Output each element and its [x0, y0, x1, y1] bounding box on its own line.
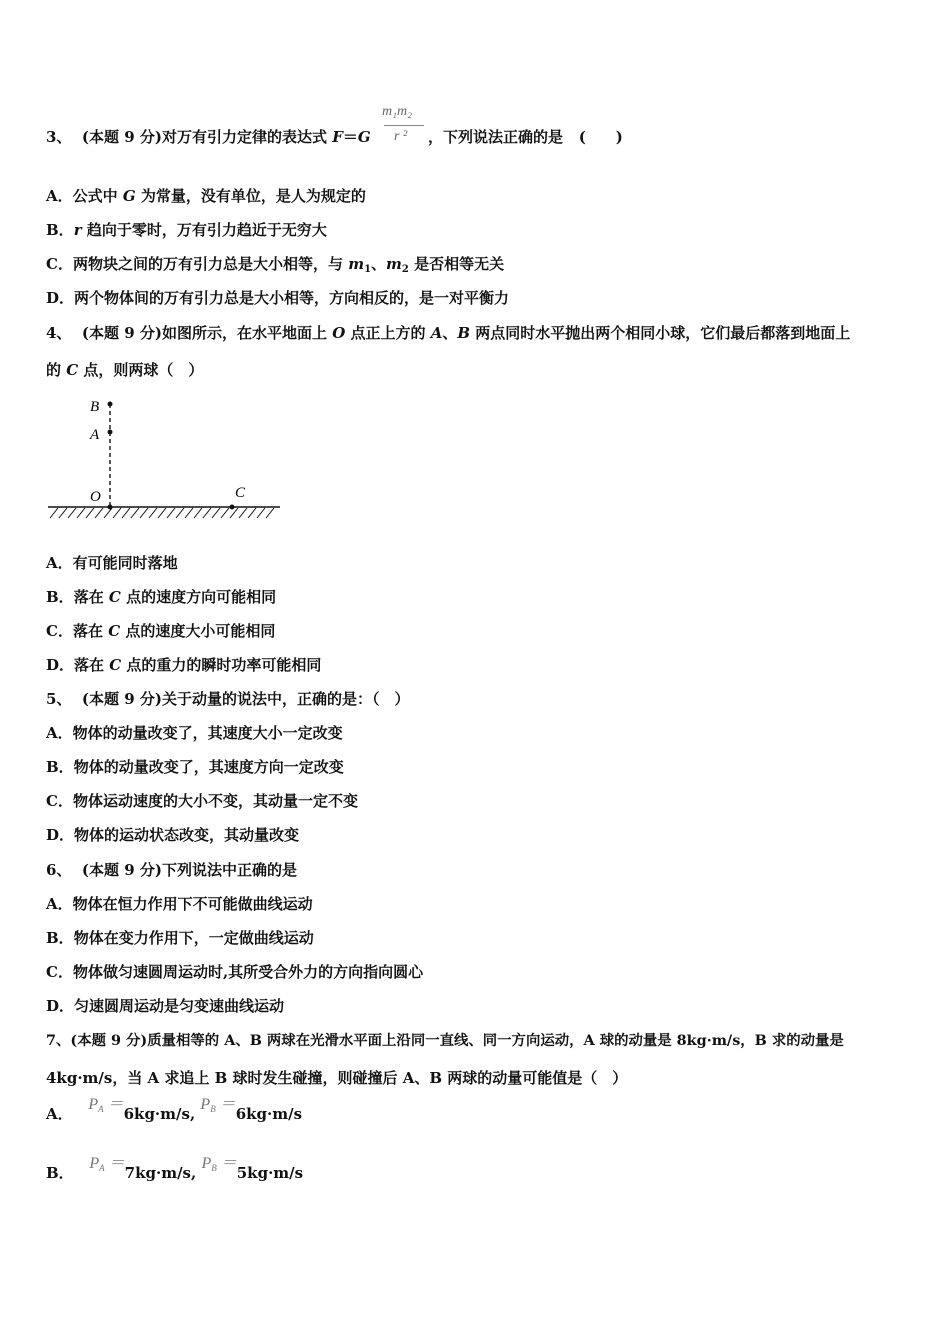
formula-F: F: [332, 128, 343, 146]
q3-stem-tail: [428, 127, 623, 147]
q4-stem-line1: 4、 (本题 9 分)如图所示，在水平地面上 O 点正上方的 A、B 两点同时水平抛出两个相同小球，它们最后都落到地面上: [46, 324, 851, 342]
q5-stem: 5、 (本题 9 分)关于动量的说法中，正确的是：（ ）: [46, 690, 410, 708]
momentum-symbol: $P_B$ ＝: [201, 1155, 237, 1173]
q6-stem: 6、 (本题 9 分)下列说法中正确的是: [46, 861, 297, 879]
q3-stem: [46, 127, 371, 147]
q3-text: (本题 9 分)对万有引力定律的表达式: [81, 128, 333, 146]
q3-tail: ，下列说法正确的是: [428, 128, 564, 146]
q4-option-d: D．落在 C 点的重力的瞬时功率可能相同: [46, 656, 322, 674]
projectile-figure: [44, 392, 284, 522]
q3-option-a: A．公式中 G 为常量，没有单位，是人为规定的: [46, 187, 366, 205]
ground-hatch: [50, 508, 274, 518]
q6-option-d: D．匀速圆周运动是匀变速曲线运动: [46, 997, 285, 1015]
q6-option-c: C．物体做匀速圆周运动时,其所受合外力的方向指向圆心: [46, 963, 424, 981]
formula-eq: ＝: [342, 128, 358, 146]
q5-number: 5、: [46, 690, 72, 708]
q7-option-b: B． $P_A =7kg\cdot m/s$, $P_B =5kg\cdot m/s$: [46, 1155, 304, 1182]
q3-option-b: B．r 趋向于零时，万有引力趋近于无穷大: [46, 221, 327, 239]
formula-G: G: [357, 128, 371, 146]
point-B: [108, 402, 113, 407]
q3-option-c: C．两物块之间的万有引力总是大小相等，与 $m_1$、$m_2$ 是否相等无关: [46, 255, 505, 275]
q4-option-a: A．有可能同时落地: [46, 554, 178, 572]
label-C: C: [235, 485, 246, 501]
label-A: A: [90, 427, 100, 443]
label-B: B: [90, 399, 100, 415]
q3-number: 3、: [46, 128, 72, 146]
q7-stem-line2: 4kg·m/s，当 A 求追上 B 球时发生碰撞，则碰撞后 A、B 两球的动量可能值是（ ）: [46, 1069, 628, 1087]
q6-option-b: B．物体在变力作用下，一定做曲线运动: [46, 929, 314, 947]
momentum-symbol: $P_A$ ＝: [88, 1096, 124, 1114]
q7-stem-line1: 7、(本题 9 分)质量相等的 A、B 两球在光滑水平面上沿同一直线、同一方向运动，A 球的动量是 8kg·m/s，B 求的动量是: [46, 1032, 844, 1049]
fraction-bar: [384, 125, 424, 126]
q5-option-b: B．物体的动量改变了，其速度方向一定改变: [46, 758, 344, 776]
q4-stem-line2: 的 C 点，则两球（ ）: [46, 361, 204, 379]
momentum-symbol: $P_A$ ＝: [89, 1155, 125, 1173]
q4-option-c: C．落在 C 点的速度大小可能相同: [46, 622, 276, 640]
momentum-symbol: $P_B$ ＝: [200, 1096, 236, 1114]
q7-option-a: A． $P_A =6kg\cdot m/s$, $P_B =6kg\cdot m/s$: [46, 1096, 303, 1123]
formula-denominator: r ²: [394, 129, 408, 144]
q5-option-c: C．物体运动速度的大小不变，其动量一定不变: [46, 792, 358, 810]
q5-option-a: A．物体的动量改变了，其速度大小一定改变: [46, 724, 343, 742]
q3-option-d: D．两个物体间的万有引力总是大小相等，方向相反的，是一对平衡力: [46, 289, 510, 307]
q5-option-d: D．物体的运动状态改变，其动量改变: [46, 826, 300, 844]
label-O: O: [90, 489, 101, 505]
q6-number: 6、: [46, 861, 72, 879]
point-A: [108, 430, 113, 435]
formula-numerator: m₁m₂: [382, 104, 412, 119]
q4-option-b: B．落在 C 点的速度方向可能相同: [46, 588, 277, 606]
answer-paren: ( ): [578, 128, 623, 146]
q6-option-a: A．物体在恒力作用下不可能做曲线运动: [46, 895, 313, 913]
q4-number: 4、: [46, 324, 72, 342]
